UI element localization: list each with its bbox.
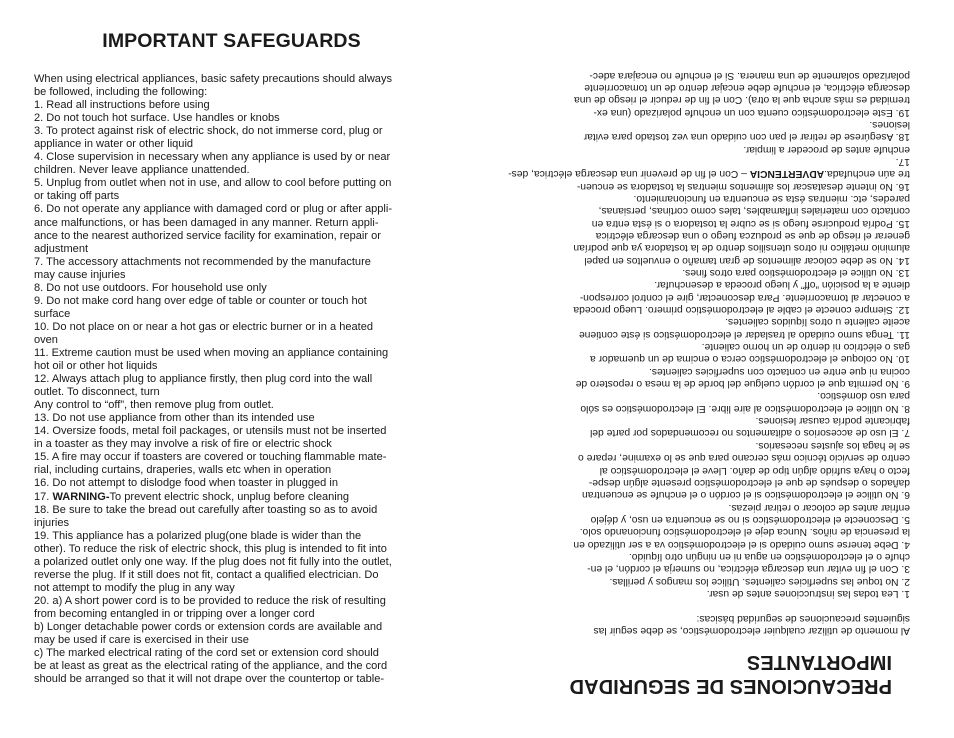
english-line	[34, 491, 429, 504]
english-line: When using electrical appliances, basic safety precautions should always	[34, 73, 392, 85]
spanish-line: se le haga los ajustes necesarios.	[755, 439, 910, 451]
english-line: 2. Do not touch hot surface. Use handles or knobs	[34, 112, 280, 125]
english-line: c) The marked electrical rating of the cord set or extension cord should	[34, 647, 379, 660]
english-line: be followed, including the following:	[34, 86, 208, 99]
spanish-line: cocina ni que entre en contacto con superficies calientes.	[648, 365, 910, 377]
spanish-line: aluminio metálico ni otros utensilios dentro de la tostadora ya que podrían	[573, 242, 910, 254]
spanish-line: enfriar antes de colocar o retirar piezas.	[728, 501, 910, 513]
english-line-number: 17.	[34, 490, 53, 503]
english-line: rial, including curtains, draperies, walls etc when in operation	[34, 464, 332, 477]
english-line: reverse the plug. If it still does not fit, contact a qualified electrician. Do	[34, 568, 379, 581]
english-line: injuries	[34, 516, 69, 529]
spanish-warning-label: ADVERTENCIA	[749, 168, 825, 180]
spanish-body	[508, 68, 910, 636]
spanish-line: 10. No coloque el electrodoméstico cerca o encima de un quemador a	[590, 353, 910, 365]
spanish-line: 3. Con el fin evitar una descarga eléctrica, no sumerja el cordón, el en-	[587, 563, 910, 575]
english-line: 9. Do not make cord hang over edge of table or counter or touch hot	[34, 294, 367, 307]
english-line: appliance in water or other liquid	[34, 138, 194, 151]
english-line: 7. The accessory attachments not recommended by the manufacture	[34, 255, 371, 268]
english-line: 14. Oversize foods, metal foil packages, or utensils must not be inserted	[34, 425, 387, 438]
spanish-line: fecto o haya sufrido algún tipo de daño. Lleve el electrodoméstico al	[599, 464, 910, 476]
english-warning-label: WARNING-	[52, 490, 110, 503]
english-line: in a toaster as they may involve a risk of fire or electric shock	[34, 438, 332, 451]
english-line: 6. Do not operate any appliance with damaged cord or plug or after appli-	[34, 203, 393, 216]
english-line: outlet. To disconnect, turn	[34, 386, 160, 399]
english-line: or taking off parts	[34, 190, 120, 203]
spanish-line: aceite caliente u otros líquidos calientes.	[725, 316, 910, 328]
english-line: should be arranged so that it will not drape over the countertop or table-	[34, 673, 385, 686]
spanish-title-line1: PRECAUCIONES DE SEGURIDAD	[569, 675, 892, 697]
english-line: 10. Do not place on or near a hot gas or electric burner or in a heated	[34, 320, 373, 333]
english-line: b) Longer detachable power cords or extension cords are available and	[34, 620, 383, 633]
spanish-title	[515, 650, 892, 698]
english-line: 18. Be sure to take the bread out carefully after toasting so as to avoid	[34, 503, 378, 516]
spanish-line: chufe o el electrodoméstico en agua ni en ningún otro líquido.	[628, 550, 910, 562]
spanish-line: paredes, etc. mientras ésta se encuentra en funcionamiento.	[633, 192, 910, 204]
spanish-line: contacto con materiales inflamables, tales como cortinas, persianas,	[598, 205, 910, 217]
spanish-line: tremidad es más ancha que la otra). Con el fin de reducir el riesgo de una	[574, 94, 910, 106]
spanish-line-number: tre aún enchufada.	[824, 168, 910, 180]
spanish-line: 8. No utilice el electrodoméstico al aire libre. El electrodoméstico es sólo	[580, 402, 910, 414]
spanish-line: 14. No se debe colocar alimentos de gran tamaño o envueltos en papel	[584, 254, 910, 266]
english-line: Any control to “off”, then remove plug from outlet.	[34, 399, 274, 412]
english-line: ance malfunctions, or has been damaged in any manner. Return appli-	[34, 216, 379, 229]
english-line: 16. Do not attempt to dislodge food when toaster in plugged in	[34, 477, 338, 490]
spanish-page	[477, 0, 954, 738]
english-line: 3. To protect against risk of electric shock, do not immerse cord, plug or	[34, 125, 383, 138]
spanish-line: 13. No utilice el electrodoméstico para otros fines.	[682, 267, 910, 279]
english-line: 1. Read all instructions before using	[34, 99, 210, 112]
english-line: 5. Unplug from outlet when not in use, and allow to cool before putting on	[34, 177, 392, 190]
spanish-line: siguientes precauciones de seguridad básicas:	[696, 612, 910, 624]
english-warning-text: To prevent electric shock, unplug before cleaning	[109, 490, 350, 503]
spanish-line: 12. Siempre conecte el cable al electrodoméstico primero. Luego proceda	[573, 304, 910, 316]
english-title: IMPORTANT SAFEGUARDS	[102, 30, 361, 52]
english-line: 4. Close supervision in necessary when any appliance is used by or near	[34, 151, 391, 164]
spanish-title-line2: IMPORTANTES	[746, 651, 892, 673]
english-line: a polarized outlet only one way. If the plug does not fit fully into the outlet,	[34, 555, 392, 568]
spanish-line: a conectar al tomacorriente. Para desconectar, gire el control correspon-	[579, 291, 910, 303]
spanish-line: gas o eléctrico ni dentro de un horno caliente.	[701, 341, 910, 353]
english-line: be at least as great as the electrical rating of the appliance, and the cord	[34, 660, 388, 673]
spanish-line: 18. Asegúrese de retirar el pan con cuidado una vez tostado para evitar	[583, 131, 910, 143]
english-line: children. Never leave appliance unattended.	[34, 164, 250, 177]
spanish-line: generar el riesgo de que se produzca fuego o una descarga eléctrica	[595, 230, 910, 241]
spanish-upside-down-block	[477, 0, 954, 738]
spanish-warning-text: – Con el fin de prevenir una descarga eléctrica, des-	[508, 168, 750, 180]
spanish-line	[515, 599, 910, 611]
english-line: may be used if care is exercised in their use	[34, 634, 249, 647]
spanish-line: polarizado solamente de una manera. Si el enchufe no encajara adec-	[589, 69, 910, 81]
english-line: hot oil or other hot liquids	[34, 360, 158, 373]
spanish-line: 2. No toque las superficies calientes. Utilice los mangos y perillas.	[609, 575, 910, 587]
spanish-line: Al momento de utilizar cualquier electrodoméstico, se debe seguir las	[593, 625, 910, 636]
english-line: not attempt to modify the plug in any way	[34, 581, 235, 594]
english-line: 8. Do not use outdoors. For household use only	[34, 281, 267, 294]
english-line: 11. Extreme caution must be used when moving an appliance containing	[34, 346, 389, 359]
spanish-line: para uso doméstico.	[817, 390, 910, 402]
spanish-line: 7. El uso de accesorios o aditamentos no recomendados por parte del	[590, 427, 910, 439]
spanish-line: enchufe antes de proceder a limpiar.	[743, 143, 910, 155]
english-line: may cause injuries	[34, 268, 126, 281]
spanish-line: la presencia de niños. Nunca deje el electrodoméstico funcionando solo.	[579, 526, 910, 538]
english-line: from becoming entangled in or tripping over a longer cord	[34, 607, 315, 620]
english-line: 20. a) A short power cord is to be provided to reduce the risk of resulting	[34, 594, 386, 607]
english-line: 13. Do not use appliance from other than its intended use	[34, 412, 315, 425]
spanish-line: 11. Tenga sumo cuidado al trasladar el electrodoméstico si éste contiene	[578, 328, 910, 340]
english-line: adjustment	[34, 242, 89, 255]
spanish-line: 15. Podría producirse fuego si se cubre la tostadora o si ésta entra en	[591, 217, 910, 229]
english-line: ance to the nearest authorized service facility for examination, repair or	[34, 229, 381, 242]
spanish-line: 9. No permita que el cordón cuelgue del borde de la mesa o repostero de	[575, 378, 910, 390]
spanish-column	[508, 68, 910, 698]
spanish-line: 4. Debe tenerse sumo cuidado si el electrodoméstico va a ser utilizado en	[573, 538, 910, 550]
english-line: 15. A fire may occur if toasters are covered or touching flammable mate-	[34, 451, 387, 464]
english-line: oven	[34, 333, 58, 346]
spanish-line: 1. Lea todas las instrucciones antes de usar.	[706, 587, 910, 599]
spanish-line: 19. Este electrodoméstico cuenta con un enchufe polarizado (una ex-	[593, 106, 910, 118]
english-body	[34, 73, 429, 686]
spanish-line: 5. Desconecte el electrodoméstico si no se encuentra en uso, y déjelo	[590, 513, 910, 525]
spanish-line	[508, 167, 910, 180]
english-column	[34, 30, 429, 686]
spanish-line: fabricante podría causar lesiones.	[755, 415, 910, 427]
english-line: 12. Always attach plug to appliance firstly, then plug cord into the wall	[34, 373, 373, 386]
english-line: surface	[34, 307, 71, 320]
spanish-line: 6. No utilice el electrodoméstico si el cordón o el enchufe se encuentran	[582, 489, 910, 501]
spanish-line: 17.	[895, 155, 910, 167]
spanish-line: 16. No intente desatascar los alimentos mientras la tostadora se encuen-	[576, 180, 910, 192]
english-line: other). To reduce the risk of electric shock, this plug is intended to fit into	[34, 542, 387, 555]
english-line: 19. This appliance has a polarized plug(one blade is wider than the	[34, 529, 362, 542]
spanish-line: dañados o después de que el electrodoméstico presente algún despe-	[588, 476, 910, 488]
spanish-line: diente a la posición “off” y luego proceda a desenchufar.	[654, 279, 910, 291]
spanish-line: lesiones.	[869, 118, 910, 130]
spanish-line: centro de servicio técnico más cercano para que se lo examine, repare o	[578, 452, 910, 464]
spanish-line: descarga eléctrica, el enchufe debe encajar dentro de un tomacorriente	[584, 81, 910, 93]
